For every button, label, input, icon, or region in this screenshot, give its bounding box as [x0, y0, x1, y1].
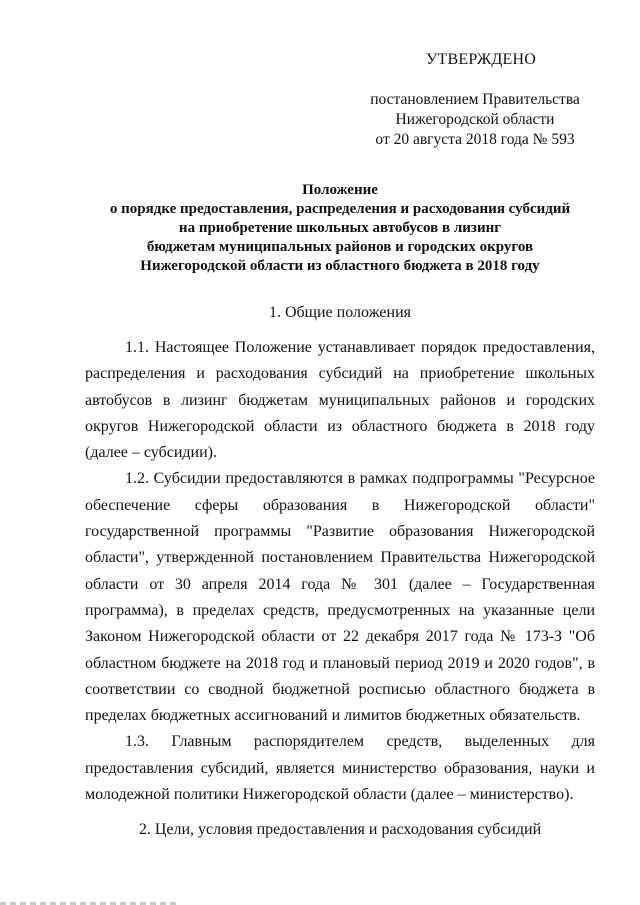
approval-stamp: УТВЕРЖДЕНО: [425, 51, 536, 68]
approval-line: от 20 августа 2018 года № 593: [375, 131, 575, 148]
document-title: [85, 181, 595, 276]
paragraph-1-3: 1.3. Главным распорядителем средств, выделенных для предоставления субсидий, является министерство образования, науки и молодежной политики Нижегородской области (далее – министерство).: [85, 733, 595, 804]
section-heading-goals: 2. Цели, условия предоставления и расходования субсидий: [138, 821, 542, 838]
approval-line: Нижегородской области: [395, 111, 555, 128]
title-line: о порядке предоставления, распределения и расходования субсидий: [109, 201, 571, 217]
title-line: бюджетам муниципальных районов и городских округов: [146, 239, 534, 255]
paragraph-1-2: 1.2. Субсидии предоставляются в рамках подпрограммы "Ресурсное обеспечение сферы образования в Нижегородской области" государственной программы "Развитие образования Нижегородской области", утвержденной постановлением Правительства Нижегородской области от 30 апреля 2014 года № 301 (далее – Государственная программа), в пределах средств, предусмотренных на указанные цели Законом Нижегородской области от 22 декабря 2017 года № 173-З "Об областном бюджете на 2018 год и плановый период 2019 и 2020 годов", в соответствии со сводной бюджетной росписью областного бюджета в пределах бюджетных ассигнований и лимитов бюджетных обязательств.: [85, 470, 595, 725]
approval-line: постановлением Правительства: [370, 91, 580, 108]
paragraph-1-1: 1.1. Настоящее Положение устанавливает порядок предоставления, распределения и расходования субсидий на приобретение школьных автобусов в лизинг бюджетам муниципальных районов и городских округов Нижегородской области из областного бюджета в 2018 году (далее – субсидии).: [85, 339, 595, 462]
title-line: Положение: [302, 182, 378, 198]
section-body-general: [85, 335, 595, 808]
approval-block: [360, 50, 590, 150]
title-line: на приобретение школьных автобусов в лизинг: [178, 220, 502, 236]
title-line: Нижегородской области из областного бюджета в 2018 году: [140, 258, 540, 274]
section-heading-general: 1. Общие положения: [268, 304, 412, 321]
